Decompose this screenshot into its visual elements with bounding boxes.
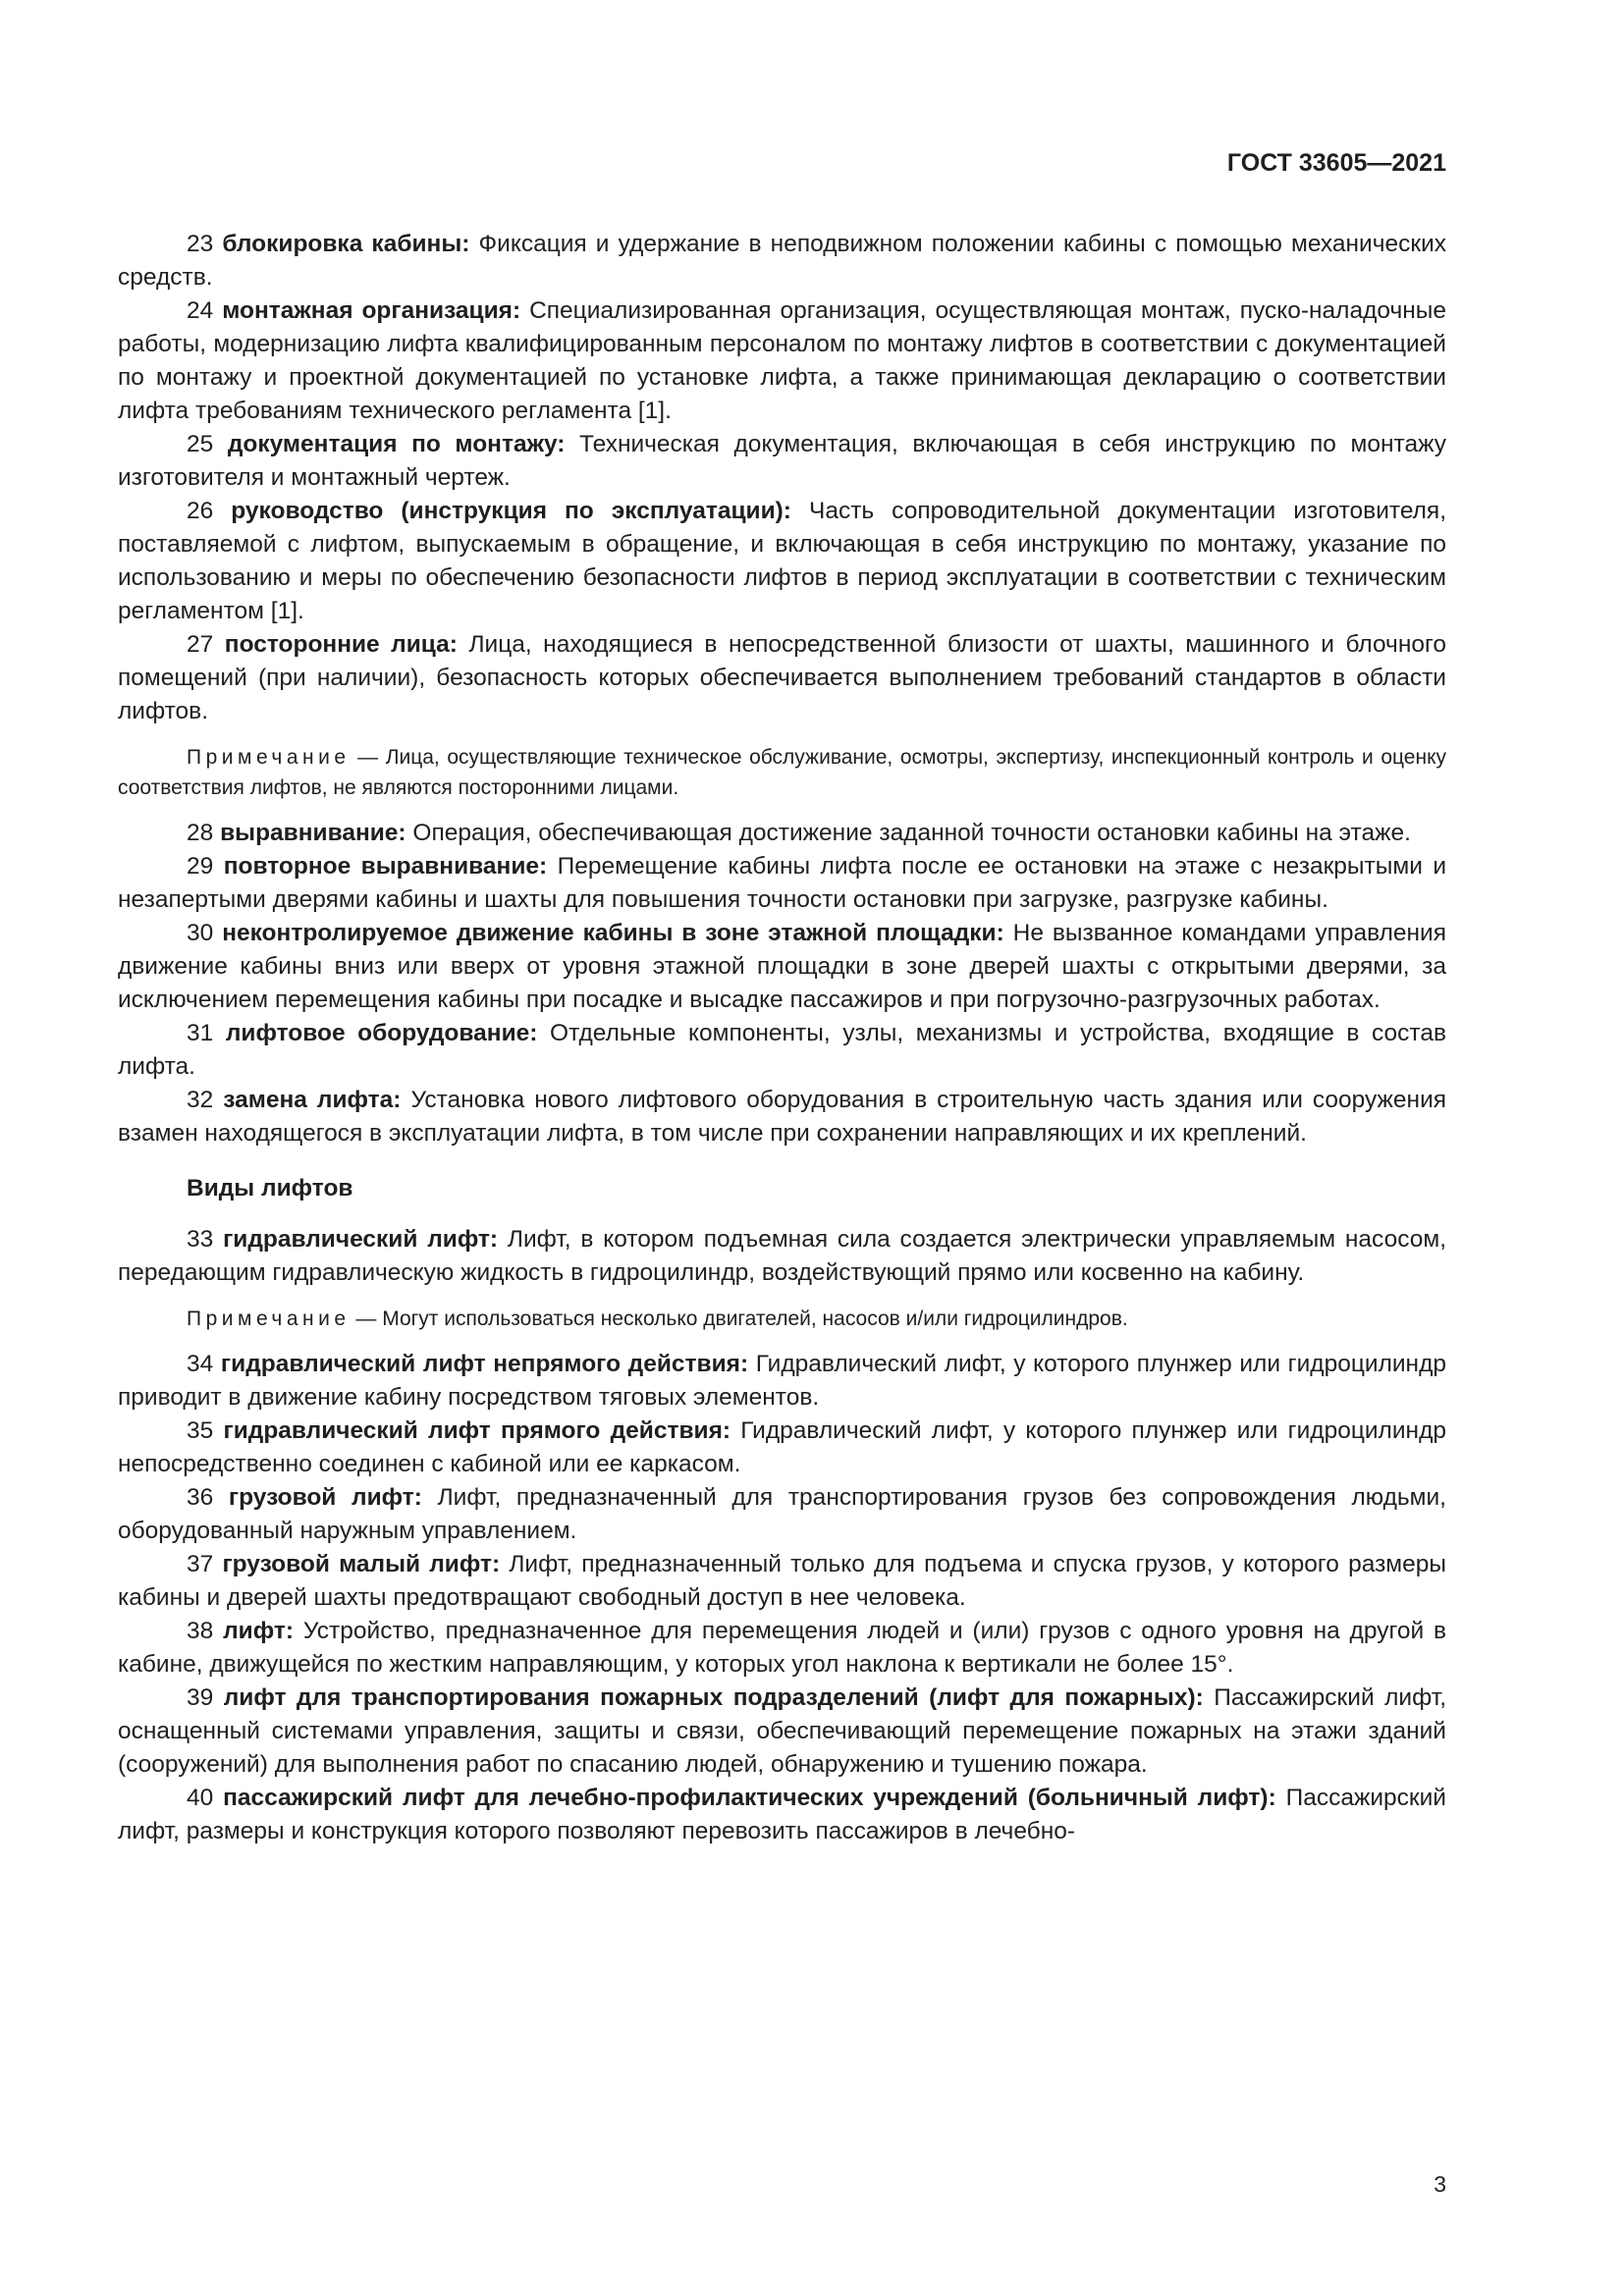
definition-item: 30 неконтролируемое движение кабины в зоне этажной площадки: Не вызванное командами управления движение кабины вниз или вверх от уровня этажной площадки в зоне дверей шахты с открытыми дверями, за исключением перемещения кабины при посадке и высадке пассажиров и при погрузочно-разгрузочных работах. xyxy=(118,920,1446,1013)
definition-item: 35 гидравлический лифт прямого действия: Гидравлический лифт, у которого плунжер или гидроцилиндр непосредственно соединен с кабиной или ее каркасом. xyxy=(118,1417,1446,1477)
page-number: 3 xyxy=(1434,2171,1446,2197)
definition-item: 33 гидравлический лифт: Лифт, в котором подъемная сила создается электрически управляемым насосом, передающим гидравлическую жидкость в гидроцилиндр, воздействующий прямо или косвенно на кабину. xyxy=(118,1226,1447,1286)
note: Примечание — Могут использоваться несколько двигателей, насосов и/или гидроцилиндров. xyxy=(187,1308,1128,1330)
definition-item: 40 пассажирский лифт для лечебно-профилактических учреждений (больничный лифт): Пассажирский лифт, размеры и конструкция которого позволяют перевозить пассажиров в лечебно- xyxy=(118,1785,1446,1844)
definition-item: 28 выравнивание: Операция, обеспечивающая достижение заданной точности остановки кабины на этаже. xyxy=(187,820,1411,846)
definition-item: 36 грузовой лифт: Лифт, предназначенный для транспортирования грузов без сопровождения людьми, оборудованный наружным управлением. xyxy=(118,1484,1446,1544)
definition-item: 23 блокировка кабины: Фиксация и удержание в неподвижном положении кабины с помощью механических средств. xyxy=(118,231,1447,291)
definition-item: 31 лифтовое оборудование: Отдельные компоненты, узлы, механизмы и устройства, входящие в состав лифта. xyxy=(118,1020,1446,1080)
definition-item: 32 замена лифта: Установка нового лифтового оборудования в строительную часть здания или сооружения взамен находящегося в эксплуатации лифта, в том числе при сохранении направляющих и их креплений. xyxy=(118,1087,1447,1147)
definition-item: 37 грузовой малый лифт: Лифт, предназначенный только для подъема и спуска грузов, у которого размеры кабины и дверей шахты предотвращают свободный доступ в нее человека. xyxy=(118,1551,1447,1611)
document-code: ГОСТ 33605—2021 xyxy=(1226,149,1446,177)
definition-item: 39 лифт для транспортирования пожарных подразделений (лифт для пожарных): Пассажирский лифт, оснащенный системами управления, защиты и связи, обеспечивающий перемещение пожарных на этажи зданий (сооружений) для выполнения работ по спасанию людей, обнаружению и тушению пожара. xyxy=(118,1684,1447,1778)
note: Примечание — Лица, осуществляющие техническое обслуживание, осмотры, экспертизу, инспекционный контроль и оценку соответствия лифтов, не являются посторонними лицами. xyxy=(118,746,1446,799)
definition-item: 29 повторное выравнивание: Перемещение кабины лифта после ее остановки на этаже с незакрытыми и незапертыми дверями кабины и шахты для повышения точности остановки при загрузке, разгрузке кабины. xyxy=(118,853,1447,913)
definition-item: 27 посторонние лица: Лица, находящиеся в непосредственной близости от шахты, машинного и блочного помещений (при наличии), безопасность которых обеспечивается выполнением требований стандартов в области лифтов. xyxy=(118,631,1446,724)
document-body xyxy=(118,228,1446,1848)
definition-item: 24 монтажная организация: Специализированная организация, осуществляющая монтаж, пуско-наладочные работы, модернизацию лифта квалифицированным персоналом по монтажу лифтов в соответствии с документацией по монтажу и проектной документацией по установке лифта, а также принимающая декларацию о соответствии лифта требованиям технического регламента [1]. xyxy=(118,297,1447,424)
definition-item: 26 руководство (инструкция по эксплуатации): Часть сопроводительной документации изготовителя, поставляемой с лифтом, выпускаемым в обращение, и включающая в себя инструкцию по монтажу, указание по использованию и меры по обеспечению безопасности лифтов в период эксплуатации в соответствии с техническим регламентом [1]. xyxy=(118,498,1447,624)
definition-item: 25 документация по монтажу: Техническая документация, включающая в себя инструкцию по монтажу изготовителя и монтажный чертеж. xyxy=(118,431,1446,491)
definition-item: 34 гидравлический лифт непрямого действия: Гидравлический лифт, у которого плунжер или гидроцилиндр приводит в движение кабину посредством тяговых элементов. xyxy=(118,1351,1446,1411)
definition-item: 38 лифт: Устройство, предназначенное для перемещения людей и (или) грузов с одного уровня на другой в кабине, движущейся по жестким направляющим, у которых угол наклона к вертикали не более 15°. xyxy=(118,1618,1447,1678)
section-title: Виды лифтов xyxy=(187,1175,353,1201)
